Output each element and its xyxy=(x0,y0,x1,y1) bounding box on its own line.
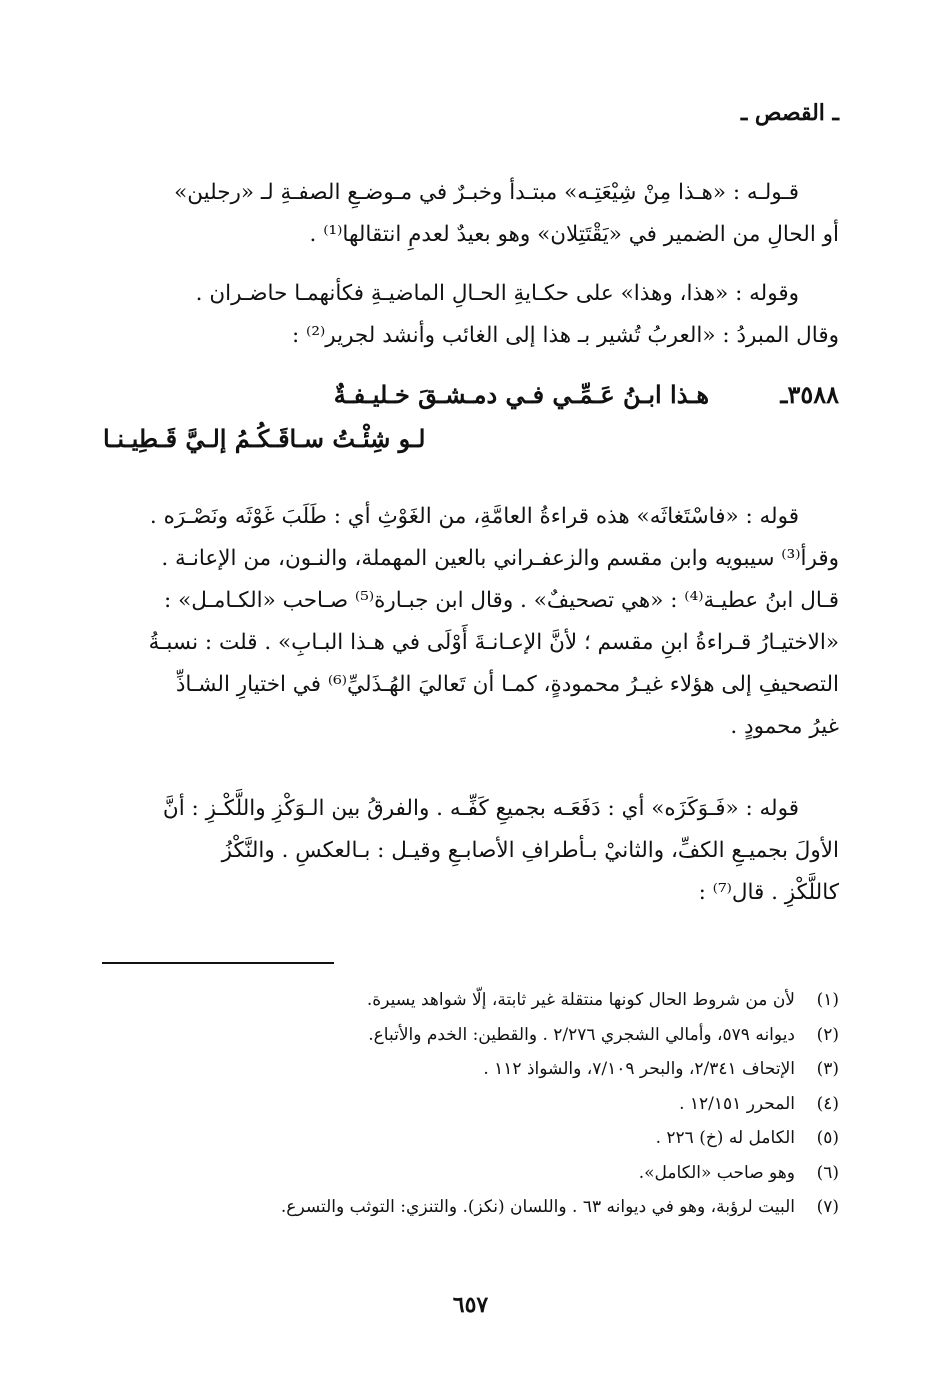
text-line: أو الحالِ من الضمير في «يَقْتَتِلان» وهو بعيدٌ لعدمِ انتقالها⁽¹⁾ . xyxy=(309,222,839,247)
footnote-item xyxy=(103,1052,839,1087)
paragraph-2 xyxy=(103,273,839,357)
footnote-number: (٢) xyxy=(816,1024,839,1045)
footnote-text: الكامل له (خ) ٢٢٦ . xyxy=(655,1128,795,1149)
footnote-number: (١) xyxy=(816,990,839,1011)
running-header: ـ القصص ـ xyxy=(740,100,839,126)
footnote-text: وهو صاحب «الكامل». xyxy=(638,1162,795,1183)
text-line: قوله : «فَـوَكَزَه» أي : دَفَعَـه بجميعِ كَفِّـه . والفرقُ بين الـوَكْزِ واللَّكْـزِ : أنَّ xyxy=(162,796,799,821)
text-line: الأولَ بجميـعِ الكفِّ، والثانيْ بـأطرافِ الأصابـعِ وقيـل : بـالعكسِ . والنَّكْزُ xyxy=(221,838,839,863)
text-line: قوله : «فاسْتَغاثَه» هذه قراءةُ العامَّةِ، من الغَوْثِ أي : طَلَبَ غَوْثَه ونَصْـرَه . xyxy=(149,504,799,529)
verse-number: ٣٥٨٨ـ xyxy=(780,380,839,409)
page-number: ٦٥٧ xyxy=(452,1292,489,1318)
text-line: قـال ابنُ عطيـة⁽⁴⁾ : «هي تصحيفٌ» . وقال ابن جبـارة⁽⁵⁾ صـاحب «الكـامـل» : xyxy=(164,588,839,613)
footnote-number: (٦) xyxy=(816,1162,839,1183)
footnote-divider xyxy=(102,962,334,964)
verse-line-2: لـو شِئْـتُ سـاقَـكُـمُ إلـيَّ قَـطِيـنـا xyxy=(103,424,426,453)
footnote-text: الإتحاف ٢/٣٤١، والبحر ٧/١٠٩، والشواذ ١١٢ . xyxy=(483,1059,795,1080)
footnote-number: (٤) xyxy=(816,1093,839,1114)
footnote-item xyxy=(103,1087,839,1122)
footnote-item xyxy=(103,1018,839,1053)
paragraph-3 xyxy=(103,496,839,748)
footnote-text: المحرر ١٢/١٥١ . xyxy=(679,1093,795,1114)
text-line: وقال المبردُ : «العربُ تُشير بـ هذا إلى الغائب وأنشد لجرير⁽²⁾ : xyxy=(291,323,839,348)
footnote-text: البيت لرؤبة، وهو في ديوانه ٦٣ . واللسان (نكز). والتنزي: التوثب والتسرع. xyxy=(280,1197,795,1218)
footnote-number: (٥) xyxy=(816,1128,839,1149)
footnotes xyxy=(103,983,839,1225)
footnote-item xyxy=(103,1156,839,1191)
paragraph-1 xyxy=(103,172,839,256)
text-line: وقرأ⁽³⁾ سيبويه وابن مقسم والزعفـراني بالعين المهملة، والنـون، من الإعانـة . xyxy=(161,546,839,571)
footnote-item xyxy=(103,1190,839,1225)
text-line: غيرُ محمودٍ . xyxy=(730,714,839,739)
footnote-text: ديوانه ٥٧٩، وأمالي الشجري ٢/٢٧٦ . والقطين: الخدم والأتباع. xyxy=(368,1024,795,1045)
text-line: وقوله : «هذا، وهذا» على حكـايةِ الحـالِ الماضيـةِ فكأنهمـا حاضـران . xyxy=(195,281,799,306)
text-line: كاللَّكْزِ . قال⁽⁷⁾ : xyxy=(698,880,839,905)
paragraph-4 xyxy=(103,788,839,914)
text-line: «الاختيـارُ قـراءةُ ابنِ مقسم ؛ لأنَّ الإعـانـةَ أَوْلَى في هـذا البـابِ» . قلت : نسبـةُ xyxy=(148,630,839,655)
footnote-number: (٧) xyxy=(816,1197,839,1218)
verse-block xyxy=(103,380,839,460)
text-line: التصحيفِ إلى هؤلاء غيـرُ محمودةٍ، كمـا أن تَعاليَ الهُـذَليِّ⁽⁶⁾ في اختيارِ الشـاذِّ xyxy=(175,672,839,697)
footnote-number: (٣) xyxy=(816,1059,839,1080)
footnote-item xyxy=(103,983,839,1018)
verse-line-1: هـذا ابـنُ عَـمِّـي فـي دمـشـقَ خـليـفـةٌ xyxy=(333,380,709,409)
footnote-text: لأن من شروط الحال كونها منتقلة غير ثابتة، إلّا شواهد يسيرة. xyxy=(366,990,795,1011)
footnote-item xyxy=(103,1121,839,1156)
text-line: قـولـه : «هـذا مِنْ شِيْعَتِـه» مبتـدأ وخبـرٌ في مـوضـعِ الصفـةِ لـ «رجلين» xyxy=(174,180,799,205)
